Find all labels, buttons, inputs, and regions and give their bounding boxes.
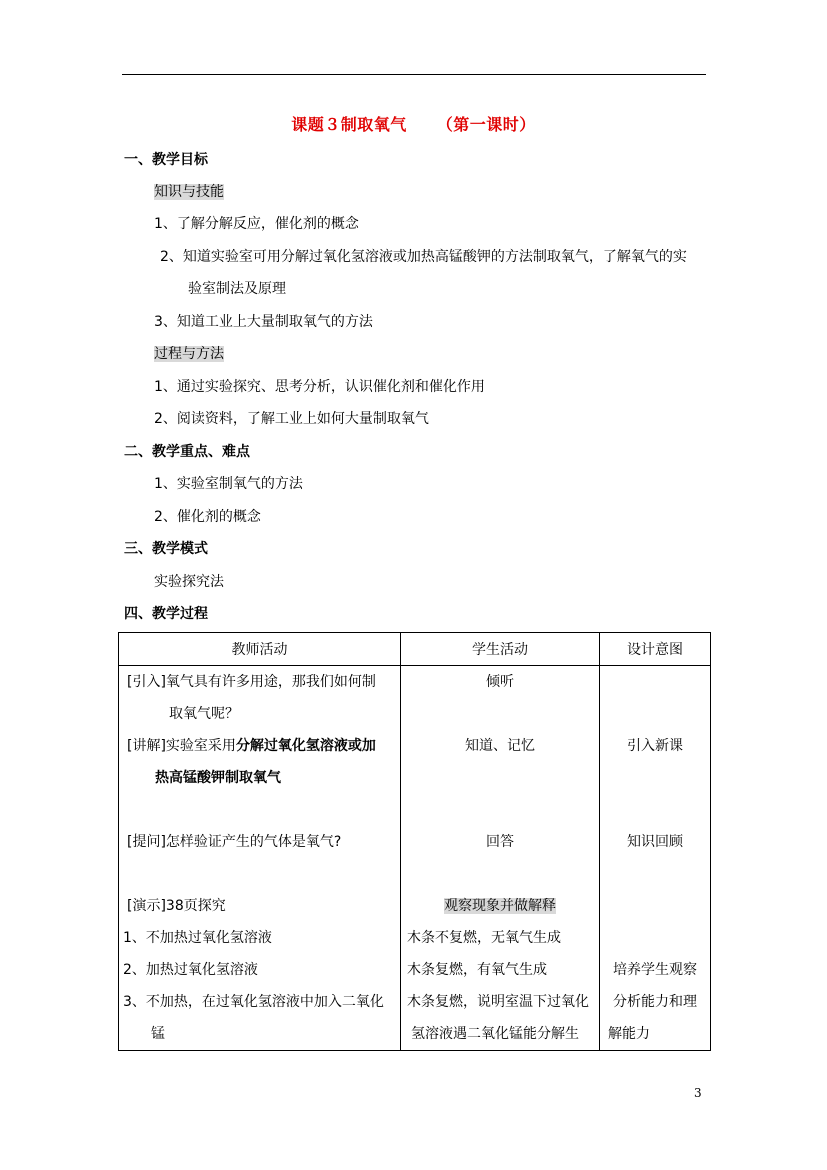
design-intent-cell xyxy=(600,666,711,1051)
table-header-row xyxy=(119,633,711,666)
teaching-mode: 实验探究法 xyxy=(154,574,224,590)
teacher-lecture-line1 xyxy=(119,730,400,762)
key-point-1: 1、实验室制氧气的方法 xyxy=(154,476,303,492)
teacher-lecture-prefix: [讲解]实验室采用 xyxy=(127,738,236,754)
teacher-intro-line2: 取氧气呢？ xyxy=(169,706,239,722)
student-listen: 倾听 xyxy=(486,674,514,690)
objective-k1: 1、了解分解反应，催化剂的概念 xyxy=(154,216,359,232)
page-title xyxy=(0,112,827,135)
objective-p2: 2、阅读资料，了解工业上如何大量制取氧气 xyxy=(154,411,429,427)
header-design-intent: 设计意图 xyxy=(600,633,711,666)
student-observe: 观察现象并做解释 xyxy=(444,898,556,914)
key-point-2: 2、催化剂的概念 xyxy=(154,509,261,525)
section-heading-mode: 三、教学模式 xyxy=(124,541,208,557)
header-student-activity: 学生活动 xyxy=(401,633,600,666)
subheading-knowledge: 知识与技能 xyxy=(154,184,224,200)
table-row xyxy=(119,666,711,1051)
intent-ability-line3: 解能力 xyxy=(608,1026,650,1042)
student-activity-cell xyxy=(401,666,600,1051)
section-heading-key-points: 二、教学重点、难点 xyxy=(124,444,250,460)
subheading-process: 过程与方法 xyxy=(154,346,224,362)
teacher-demo-step1: 1、不加热过氧化氢溶液 xyxy=(123,930,272,946)
student-answer: 回答 xyxy=(486,834,514,850)
title-main: 课题３制取氧气 xyxy=(291,115,407,134)
section-heading-process: 四、教学过程 xyxy=(124,606,208,622)
objective-k3: 3、知道工业上大量制取氧气的方法 xyxy=(154,314,373,330)
student-result1: 木条不复燃，无氧气生成 xyxy=(407,930,561,946)
student-know: 知道、记忆 xyxy=(465,738,535,754)
page-number: 3 xyxy=(694,1086,702,1100)
teacher-intro-line1: [引入]氧气具有许多用途，那我们如何制 xyxy=(127,674,376,690)
objective-k2-line1: 2、知道实验室可用分解过氧化氢溶液或加热高锰酸钾的方法制取氧气，了解氧气的实 xyxy=(160,249,687,265)
intent-ability-line2: 分析能力和理 xyxy=(613,994,697,1010)
objective-p1: 1、通过实验探究、思考分析，认识催化剂和催化作用 xyxy=(154,379,485,395)
teacher-demo: [演示]38页探究 xyxy=(127,898,226,914)
intent-review: 知识回顾 xyxy=(627,834,683,850)
teacher-demo-step3-line1: 3、不加热，在过氧化氢溶液中加入二氧化 xyxy=(123,994,384,1010)
student-result2: 木条复燃，有氧气生成 xyxy=(407,962,547,978)
title-sub: （第一课时） xyxy=(436,115,536,134)
teacher-question: [提问]怎样验证产生的气体是氧气? xyxy=(127,834,342,850)
teacher-lecture-bold1: 分解过氧化氢溶液或加 xyxy=(235,738,376,754)
teaching-process-table xyxy=(118,632,711,1051)
objective-k2-line2: 验室制法及原理 xyxy=(188,281,286,297)
intent-new-lesson: 引入新课 xyxy=(627,738,683,754)
teacher-activity-cell xyxy=(119,666,401,1051)
header-rule xyxy=(122,74,706,75)
teacher-demo-step3-line2: 锰 xyxy=(151,1026,165,1042)
student-result3-line2: 氢溶液遇二氧化锰能分解生 xyxy=(411,1026,579,1042)
teacher-lecture-line2: 热高锰酸钾制取氧气 xyxy=(155,770,281,786)
student-result3-line1: 木条复燃，说明室温下过氧化 xyxy=(407,994,589,1010)
header-teacher-activity: 教师活动 xyxy=(119,633,401,666)
teacher-demo-step2: 2、加热过氧化氢溶液 xyxy=(123,962,258,978)
section-heading-objectives: 一、教学目标 xyxy=(124,152,208,168)
intent-ability-line1: 培养学生观察 xyxy=(613,962,697,978)
